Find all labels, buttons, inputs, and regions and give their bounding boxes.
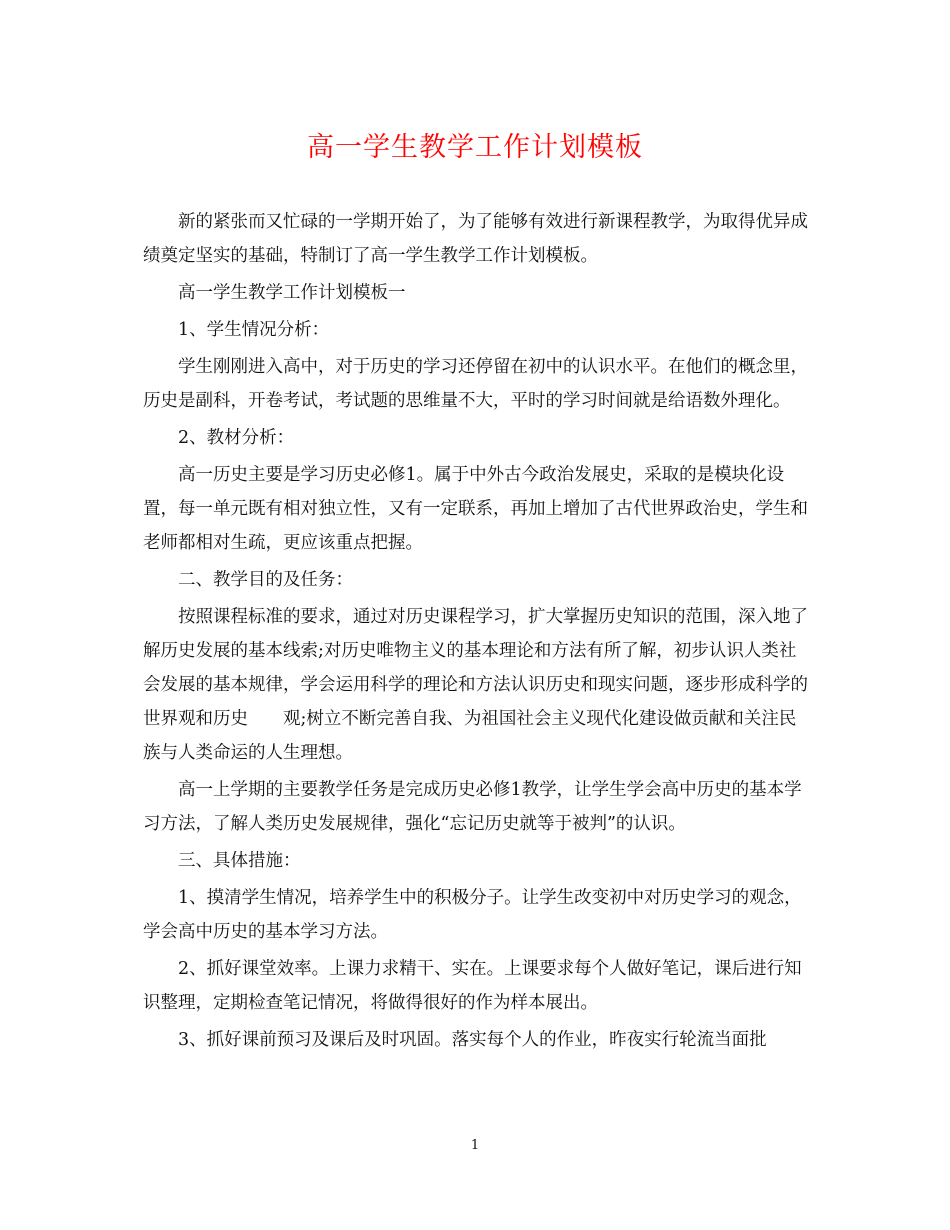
- paragraph-semester-tasks: 高一上学期的主要教学任务是完成历史必修1教学，让学生学会高中历史的基本学习方法，了解人类历史发展规律，强化“忘记历史就等于被判”的认识。: [143, 780, 802, 834]
- paragraph-student-analysis: 学生刚刚进入高中，对于历史的学习还停留在初中的认识水平。在他们的概念里，历史是副科，开卷考试，考试题的思维量不大，平时的学习时间就是给语数外理化。: [143, 357, 808, 411]
- section-heading-template-one: 高一学生教学工作计划模板一: [178, 283, 406, 303]
- heading-student-analysis: 1、学生情况分析：: [178, 320, 330, 340]
- paragraph-measure-1: 1、摸清学生情况，培养学生中的积极分子。让学生改变初中对历史学习的观念，学会高中历史的基本学习方法。: [143, 888, 802, 942]
- paragraph-measure-3: 3、抓好课前预习及课后及时巩固。落实每个人的作业，昨夜实行轮流当面批: [178, 1030, 767, 1050]
- paragraph-measure-2: 2、抓好课堂效率。上课力求精干、实在。上课要求每个人做好笔记，课后进行知识整理，定期检查笔记情况，将做得很好的作为样本展出。: [143, 959, 802, 1013]
- heading-measures: 三、具体措施：: [178, 851, 301, 871]
- paragraph-textbook-analysis: 高一历史主要是学习历史必修1。属于中外古今政治发展史，采取的是模块化设置，每一单元既有相对独立性，又有一定联系，再加上增加了古代世界政治史，学生和老师都相对生疏，更应该重点把握。: [143, 465, 808, 553]
- intro-paragraph: 新的紧张而又忙碌的一学期开始了，为了能够有效进行新课程教学，为取得优异成绩奠定坚实的基础，特制订了高一学生教学工作计划模板。: [143, 212, 808, 266]
- paragraph-teaching-goals: 按照课程标准的要求，通过对历史课程学习，扩大掌握历史知识的范围，深入地了解历史发展的基本线索;对历史唯物主义的基本理论和方法有所了解，初步认识人类社会发展的基本规律，学会运用科学的理论和方法认识历史和现实问题，逐步形成科学的世界观和历史 观;树立不断完善自我、为祖国社会主义现代化建设做贡献和关注民族与人类命运的人生理想。: [143, 607, 808, 763]
- heading-textbook-analysis: 2、教材分析：: [178, 428, 295, 448]
- heading-teaching-goals: 二、教学目的及任务：: [178, 570, 353, 590]
- document-body: [143, 205, 813, 1060]
- document-title: 高一学生教学工作计划模板: [307, 132, 643, 163]
- page-number: 1: [470, 1138, 480, 1153]
